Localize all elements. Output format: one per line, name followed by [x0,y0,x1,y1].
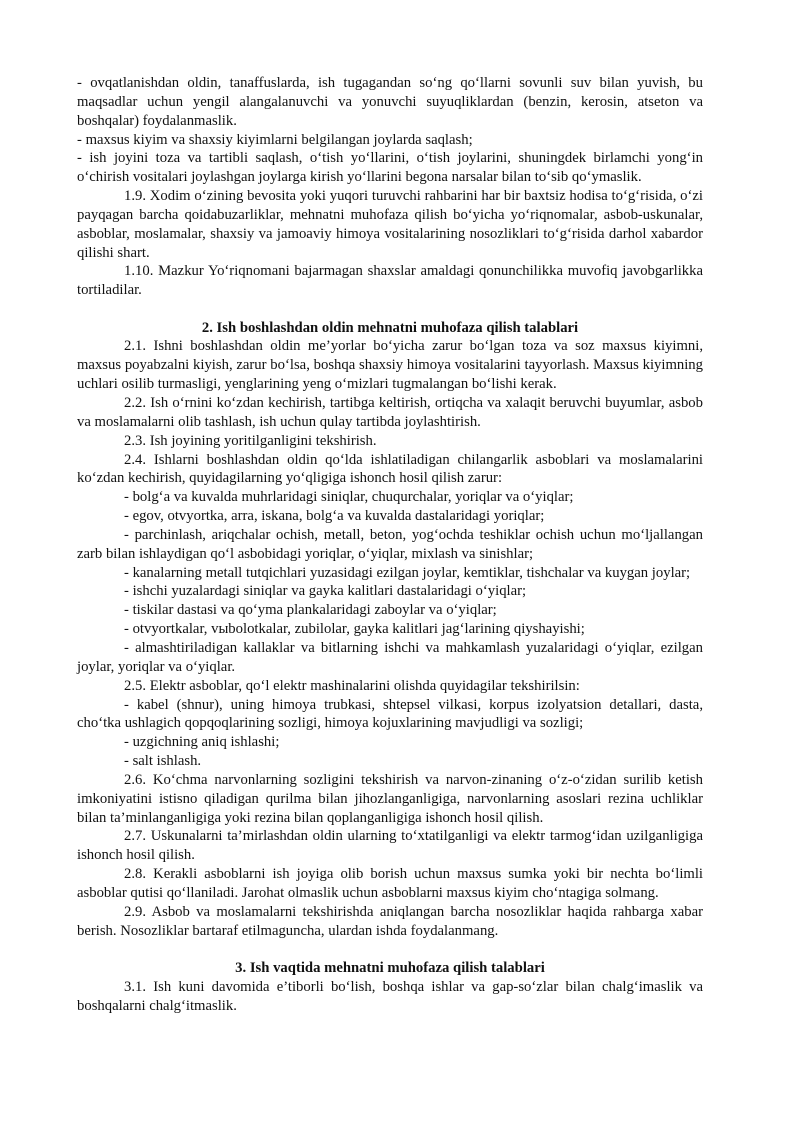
list-item: - parchinlash, ariqchalar ochish, metall, beton, yog‘ochda teshiklar ochish uchun mo‘ljallangan zarb bilan ishlaydigan qo‘l asbobidagi yoriqlar, o‘yiqlar, mixlash va sinishlar; [77,526,703,562]
paragraph-wash-hands: - ovqatlanishdan oldin, tanaffuslarda, ish tugagandan so‘ng qo‘llarni sovunli suv bilan yuvish, bu maqsadlar uchun yengil alangalanuvchi va yonuvchi suyuqliklardan (benzin, kerosin, atseton va boshqalar) foydalanmaslik. [77,75,703,129]
paragraph-2-4: 2.4. Ishlarni boshlashdan oldin qo‘lda ishlatiladigan chilangarlik asboblari va moslamalarini ko‘zdan kechirish, quyidagilarning yo‘qligiga ishonch hosil qilish zarur: [77,451,703,487]
paragraph-1-10: 1.10. Mazkur Yo‘riqnomani bajarmagan shaxslar amaldagi qonunchilikka muvofiq javobgarlikka tortiladilar. [77,263,703,299]
document-page [77,74,703,1016]
list-item: - tiskilar dastasi va qo‘yma plankalaridagi zaboylar va o‘yiqlar; [124,602,497,619]
list-item: - egov, otvyortka, arra, iskana, bolg‘a va kuvalda dastalaridagi yoriqlar; [124,508,545,525]
paragraph-2-3: 2.3. Ish joyining yoritilganligini tekshirish. [124,432,377,449]
paragraph-2-2: 2.2. Ish o‘rnini ko‘zdan kechirish, tartibga keltirish, ortiqcha va xalaqit beruvchi buyumlar, asbob va moslamalarni olib tashlash, ish uchun qulay tartibda joylashtirish. [77,395,703,430]
paragraph-clean-workplace: - ish joyini toza va tartibli saqlash, o‘tish yo‘llarini, o‘tish joylarini, shuningdek birlamchi yong‘in o‘chirish vositalari joylashgan joylarga kirish yo‘llarini begona narsalar bilan to‘sib qo‘ymaslik. [77,150,703,186]
paragraph-3-1: 3.1. Ish kuni davomida e’tiborli bo‘lish, boshqa ishlar va gap-so‘zlar bilan chalg‘imaslik va boshqalarni chalg‘itmaslik. [77,978,703,1014]
list-item: - salt ishlash. [124,753,202,770]
paragraph-2-8: 2.8. Kerakli asboblarni ish joyiga olib borish uchun maxsus sumka yoki bir nechta bo‘limli asboblar qutisi qo‘llaniladi. Jarohat olmaslik uchun asboblarni maxsus kiyim cho‘ntagiga solmang. [77,866,703,901]
section-title-3: 3. Ish vaqtida mehnatni muhofaza qilish talablari [235,959,545,976]
list-item: - almashtiriladigan kallaklar va bitlarning ishchi va mahkamlash yuzalaridagi o‘yiqlar, ezilgan joylar, yoriqlar va o‘yiqlar. [77,639,703,675]
paragraph-2-1: 2.1. Ishni boshlashdan oldin me’yorlar bo‘yicha zarur bo‘lgan toza va soz maxsus kiyimni, maxsus poyabzalni kiyish, zarur bo‘lsa, boshqa shaxsiy himoya vositalarini tayyorlash. Maxsus kiyimning uchlari osilib turmasligi, yenglarining yeng o‘mizlari tugmalangan bo‘lishi kerak. [77,338,703,393]
paragraph-2-7: 2.7. Uskunalarni ta’mirlashdan oldin ularning to‘xtatilganligi va elektr tarmog‘idan uzilganligiga ishonch hosil qilish. [77,828,703,864]
paragraph-2-5: 2.5. Elektr asboblar, qo‘l elektr mashinalarini olishda quyidagilar tekshirilsin: [124,677,580,694]
paragraph-1-9: 1.9. Xodim o‘zining bevosita yoki yuqori turuvchi rahbarini har bir baxtsiz hodisa to‘g‘risida, o‘zi payqagan barcha qoidabuzarliklar, mehnatni muhofaza qilish bo‘yicha yo‘riqnomalar, asbob-uskunalar, asboblar, moslamalar, shaxsiy va jamoaviy himoya vositalarining nosozliklari to‘g‘risida darhol xabardor qilishi shart. [77,188,703,261]
list-item: - kabel (shnur), uning himoya trubkasi, shtepsel vilkasi, korpus izolyatsion detallari, dasta, cho‘tka ushlagich qopqoqlarining sozligi, himoya kojuxlarining mavjudligi va sozligi; [77,696,703,732]
list-item: - bolg‘a va kuvalda muhrlaridagi siniqlar, chuqurchalar, yoriqlar va o‘yiqlar; [124,489,574,506]
paragraph-store-clothes: - maxsus kiyim va shaxsiy kiyimlarni belgilangan joylarda saqlash; [77,131,473,148]
list-item: - kanalarning metall tutqichlari yuzasidagi ezilgan joylar, kemtiklar, tishchalar va kuygan joylar; [124,564,691,581]
list-item: - otvyortkalar, vыbolotkalar, zubilolar, gayka kalitlari jag‘larining qiyshayishi; [124,621,585,638]
list-item: - ishchi yuzalardagi siniqlar va gayka kalitlari dastalaridagi o‘yiqlar; [124,583,527,600]
paragraph-2-6: 2.6. Ko‘chma narvonlarning sozligini tekshirish va narvon-zinaning o‘z-o‘zidan surilib ketish imkoniyatini istisno qiladigan qurilma bilan jihozlanganligiga, narvonlarning asoslari rezina uchliklar bilan ta’minlanganligiga yoki rezina bilan qoplanganligiga ishonch hosil qilish. [77,771,703,826]
section-title-2: 2. Ish boshlashdan oldin mehnatni muhofaza qilish talablari [201,319,579,336]
list-item: - uzgichning aniq ishlashi; [124,734,280,751]
paragraph-2-9: 2.9. Asbob va moslamalarni tekshirishda aniqlangan barcha nosozliklar haqida rahbarga xabar berish. Nosozliklar bartaraf etilmaguncha, ulardan ishda foydalanmang. [77,903,703,939]
